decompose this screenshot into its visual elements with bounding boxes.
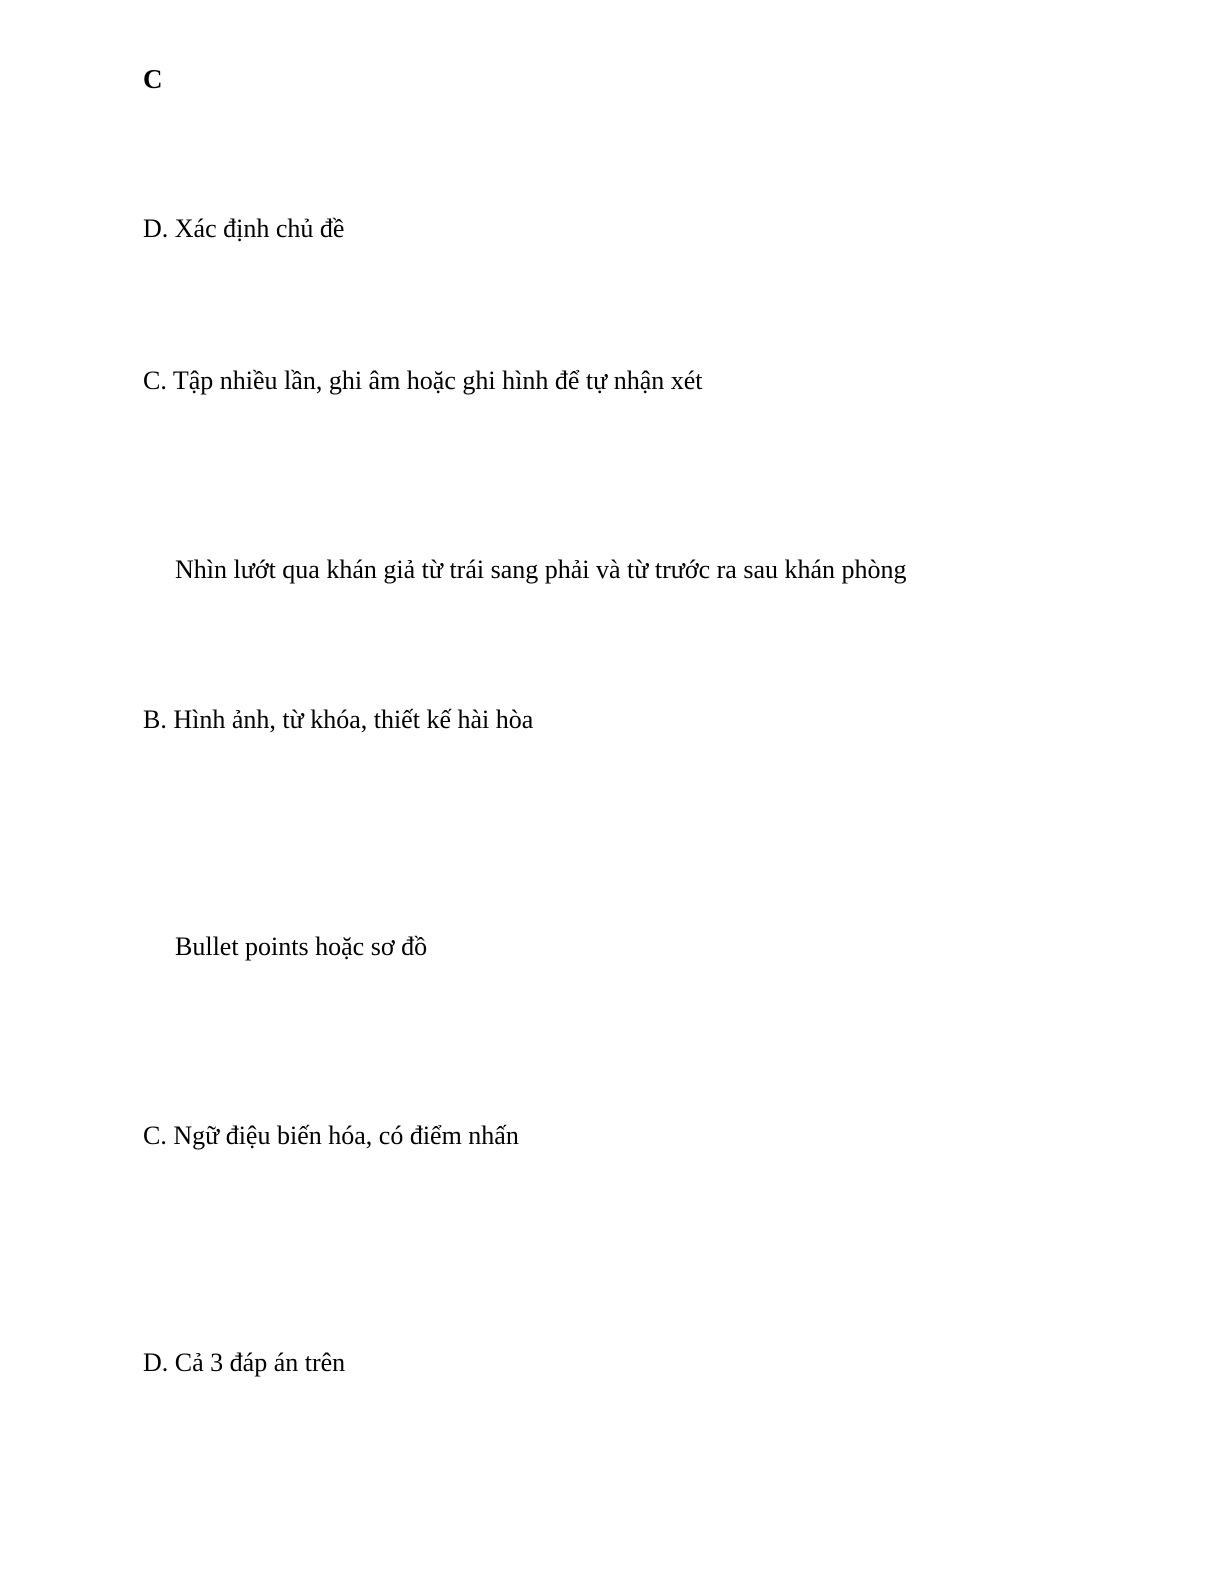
answer-line: B. Hình ảnh, từ khóa, thiết kế hài hòa	[143, 705, 534, 734]
answer-line: D. Cả 3 đáp án trên	[143, 1348, 346, 1377]
answer-line: D. Xác định chủ đề	[143, 214, 345, 243]
answer-line: C. Ngữ điệu biến hóa, có điểm nhấn	[143, 1121, 519, 1150]
section-heading: C	[143, 64, 163, 94]
answer-line: Nhìn lướt qua khán giả từ trái sang phải và từ trước ra sau khán phòng	[175, 555, 907, 584]
answer-line: C. Tập nhiều lần, ghi âm hoặc ghi hình để tự nhận xét	[143, 366, 703, 395]
answer-line: Bullet points hoặc sơ đồ	[175, 932, 428, 961]
